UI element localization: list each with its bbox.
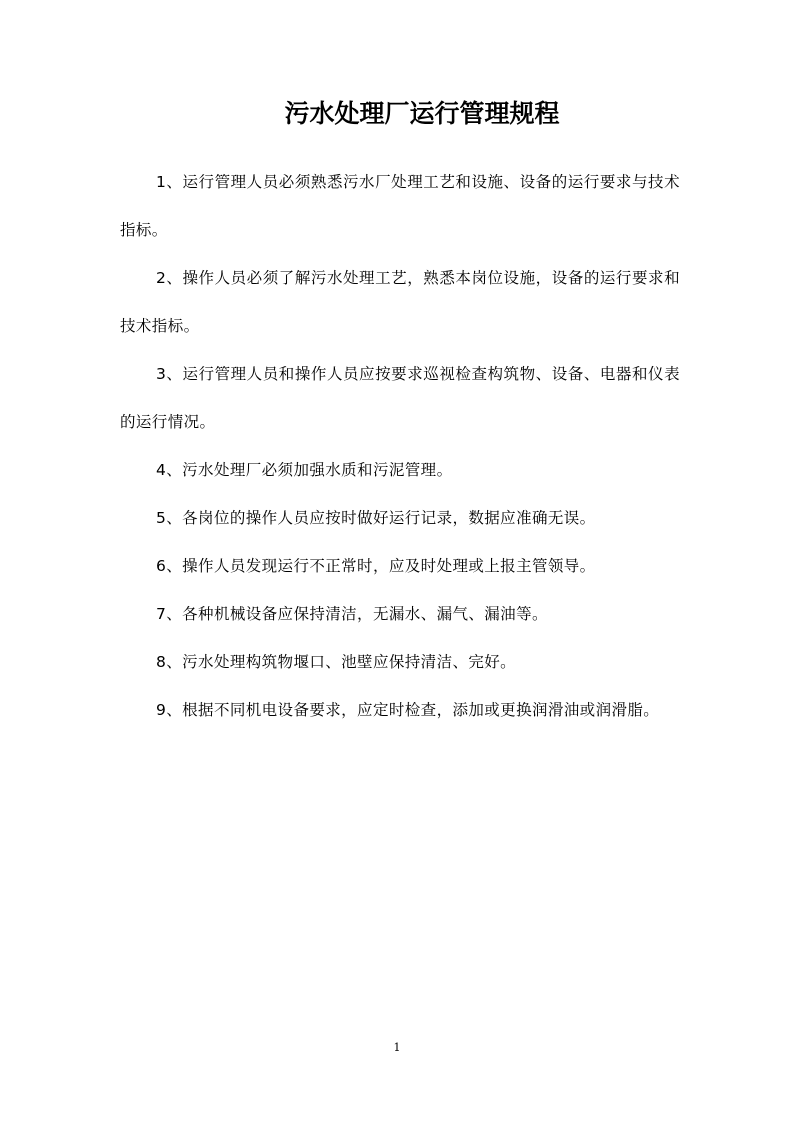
document-title: 污水处理厂运行管理规程: [284, 99, 560, 128]
clause-4: 4、污水处理厂必须加强水质和污泥管理。: [156, 461, 453, 479]
clause-8: 8、污水处理构筑物堰口、池壁应保持清洁、完好。: [156, 653, 517, 671]
clause-3: 3、运行管理人员和操作人员应按要求巡视检查构筑物、设备、电器和仪表的运行情况。: [120, 365, 680, 431]
clause-1: 1、运行管理人员必须熟悉污水厂处理工艺和设施、设备的运行要求与技术指标。: [120, 173, 680, 239]
clause-5: 5、各岗位的操作人员应按时做好运行记录，数据应准确无误。: [156, 509, 596, 527]
clause-7: 7、各种机械设备应保持清洁，无漏水、漏气、漏油等。: [156, 605, 548, 623]
clause-6: 6、操作人员发现运行不正常时，应及时处理或上报主管领导。: [156, 557, 596, 575]
document-body: [120, 158, 680, 734]
clause-2: 2、操作人员必须了解污水处理工艺，熟悉本岗位设施，设备的运行要求和技术指标。: [120, 269, 680, 335]
page-number: 1: [393, 1041, 401, 1054]
clause-9: 9、根据不同机电设备要求，应定时检查，添加或更换润滑油或润滑脂。: [156, 701, 660, 719]
